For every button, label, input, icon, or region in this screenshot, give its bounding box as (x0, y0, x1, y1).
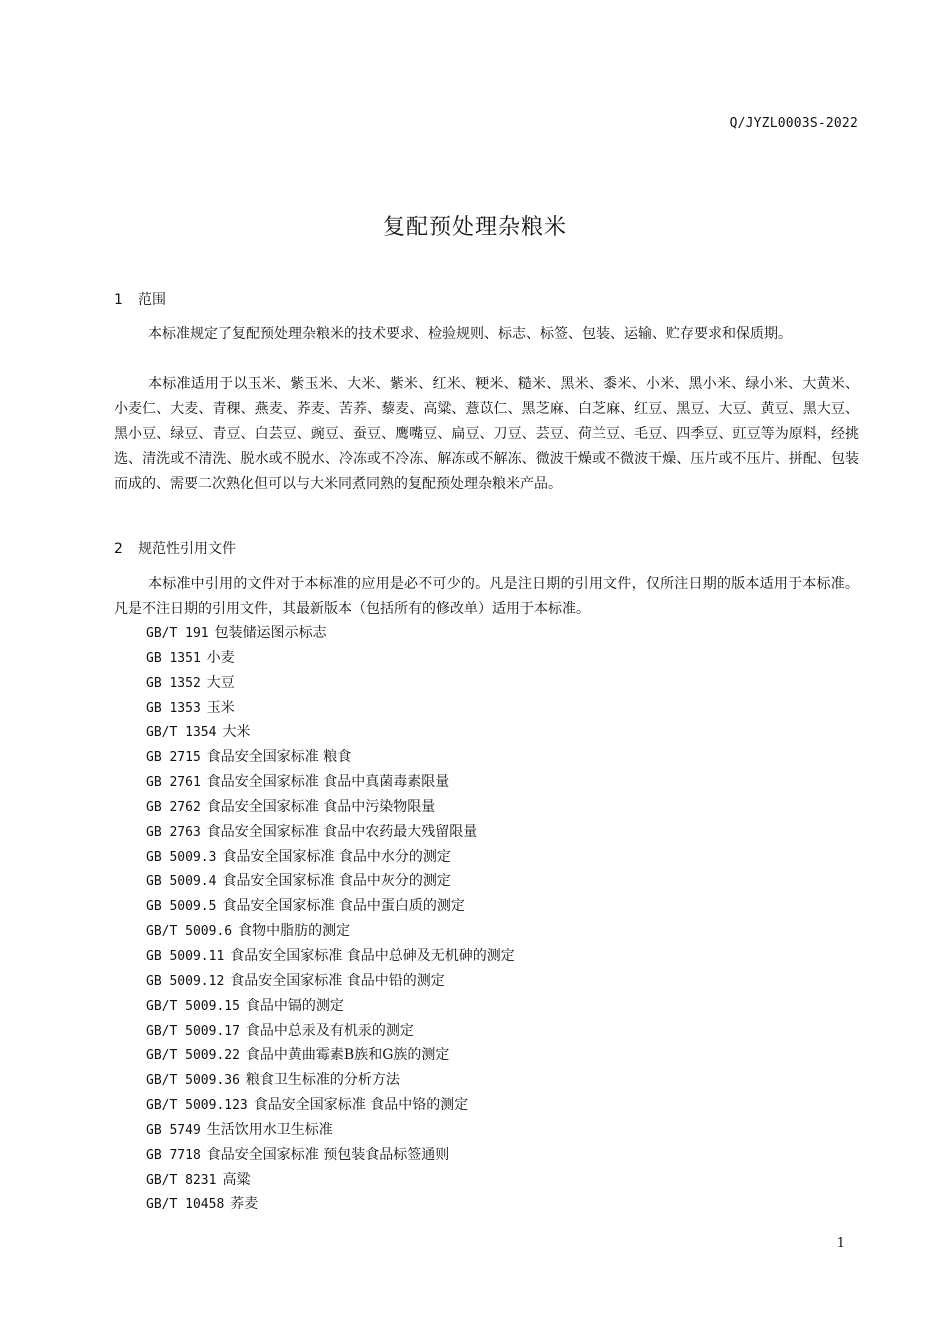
reference-code: GB/T 10458 (146, 1197, 225, 1213)
reference-item (146, 1143, 515, 1168)
reference-title: 食品安全国家标准 食品中污染物限量 (206, 798, 436, 815)
reference-code: GB/T 5009.36 (146, 1073, 240, 1089)
reference-item (146, 671, 515, 696)
reference-item (146, 1168, 515, 1193)
reference-title: 食品安全国家标准 食品中真菌毒素限量 (206, 774, 450, 791)
reference-item (146, 1093, 515, 1118)
reference-code: GB 5749 (146, 1122, 201, 1138)
reference-code: GB 7718 (146, 1147, 201, 1163)
reference-title: 粮食卫生标准的分析方法 (245, 1072, 400, 1089)
scope-paragraph-2: 本标准适用于以玉米、紫玉米、大米、紫米、红米、粳米、糙米、黑米、黍米、小米、黑小米、绿小米、大黄米、小麦仁、大麦、青稞、燕麦、荞麦、苦荞、藜麦、高粱、薏苡仁、黑芝麻、白芝麻、红豆、黑豆、大豆、黄豆、黑大豆、黑小豆、绿豆、青豆、白芸豆、豌豆、蚕豆、鹰嘴豆、扁豆、刀豆、芸豆、荷兰豆、毛豆、四季豆、豇豆等为原料，经挑选、清洗或不清洗、脱水或不脱水、冷冻或不冷冻、解冻或不解冻、微波干燥或不微波干燥、压片或不压片、拼配、包装而成的、需要二次熟化但可以与大米同煮同熟的复配预处理杂粮米产品。 (114, 376, 859, 492)
references-intro: 本标准中引用的文件对于本标准的应用是必不可少的。凡是注日期的引用文件，仅所注日期的版本适用于本标准。凡是不注日期的引用文件，其最新版本（包括所有的修改单）适用于本标准。 (114, 576, 859, 617)
reference-code: GB 5009.11 (146, 948, 225, 964)
reference-title: 玉米 (206, 699, 235, 716)
document-title: 复配预处理杂粮米 (382, 215, 567, 240)
reference-item (146, 894, 515, 919)
reference-title: 大豆 (206, 674, 235, 691)
reference-item (146, 845, 515, 870)
reference-title: 食品安全国家标准 预包装食品标签通则 (206, 1146, 450, 1163)
reference-item (146, 1192, 515, 1217)
reference-item (146, 944, 515, 969)
reference-item (146, 621, 515, 646)
reference-code: GB/T 5009.17 (146, 1023, 240, 1039)
reference-item (146, 795, 515, 820)
reference-code: GB/T 8231 (146, 1172, 217, 1188)
reference-code: GB/T 191 (146, 626, 209, 641)
reference-item (146, 969, 515, 994)
section-title: 规范性引用文件 (138, 541, 236, 557)
reference-code: GB 5009.12 (146, 973, 225, 989)
reference-title: 食品中镉的测定 (245, 997, 344, 1014)
reference-title: 食品中黄曲霉素B族和G族的测定 (245, 1047, 450, 1064)
reference-title: 生活饮用水卫生标准 (206, 1121, 333, 1138)
reference-code: GB 2763 (146, 824, 201, 840)
section-heading-normative-references (114, 538, 236, 558)
reference-item (146, 745, 515, 770)
reference-title: 荞麦 (230, 1196, 259, 1213)
scope-paragraph-1: 本标准规定了复配预处理杂粮米的技术要求、检验规则、标志、标签、包装、运输、贮存要求和保质期。 (148, 326, 792, 342)
reference-item (146, 869, 515, 894)
reference-title: 食品中总汞及有机汞的测定 (245, 1022, 414, 1039)
reference-item (146, 1019, 515, 1044)
reference-item (146, 1118, 515, 1143)
reference-title: 食品安全国家标准 食品中农药最大残留限量 (206, 823, 478, 840)
reference-code: GB 2762 (146, 799, 201, 815)
reference-item (146, 696, 515, 721)
reference-title: 高粱 (222, 1171, 251, 1188)
section-number: 2 (114, 541, 123, 557)
reference-code: GB 5009.3 (146, 849, 217, 865)
reference-title: 食品安全国家标准 粮食 (206, 749, 352, 766)
reference-title: 食品安全国家标准 食品中铬的测定 (253, 1097, 469, 1114)
reference-item (146, 770, 515, 795)
reference-code: GB 2715 (146, 750, 201, 766)
reference-title: 小麦 (206, 649, 235, 666)
reference-item (146, 720, 515, 745)
reference-item (146, 1068, 515, 1093)
section-number: 1 (114, 292, 123, 308)
reference-title: 包装储运图示标志 (214, 625, 327, 641)
reference-title: 食品安全国家标准 食品中灰分的测定 (222, 873, 451, 890)
section-title: 范围 (138, 292, 166, 308)
reference-code: GB/T 5009.6 (146, 924, 233, 940)
reference-code: GB 1352 (146, 675, 201, 691)
section-heading-scope (114, 289, 166, 309)
reference-title: 食品安全国家标准 食品中总砷及无机砷的测定 (230, 947, 515, 964)
reference-item (146, 919, 515, 944)
reference-code: GB 2761 (146, 775, 201, 791)
reference-list (146, 621, 515, 1217)
reference-item (146, 994, 515, 1019)
reference-title: 大米 (222, 724, 251, 741)
reference-title: 食品安全国家标准 食品中蛋白质的测定 (222, 898, 465, 915)
reference-code: GB 1351 (146, 650, 201, 666)
page-number: 1 (836, 1236, 845, 1251)
reference-code: GB 5009.5 (146, 899, 217, 915)
reference-title: 食物中脂肪的测定 (238, 923, 351, 940)
reference-code: GB/T 5009.123 (146, 1098, 248, 1114)
standard-code: Q/JYZL0003S-2022 (729, 116, 858, 131)
reference-title: 食品安全国家标准 食品中铅的测定 (230, 972, 445, 989)
reference-item (146, 646, 515, 671)
reference-code: GB/T 1354 (146, 725, 217, 741)
reference-code: GB 5009.4 (146, 874, 217, 890)
reference-code: GB/T 5009.22 (146, 1048, 240, 1064)
reference-item (146, 820, 515, 845)
reference-code: GB 1353 (146, 700, 201, 716)
reference-code: GB/T 5009.15 (146, 998, 240, 1014)
reference-item (146, 1043, 515, 1068)
reference-title: 食品安全国家标准 食品中水分的测定 (222, 848, 451, 865)
